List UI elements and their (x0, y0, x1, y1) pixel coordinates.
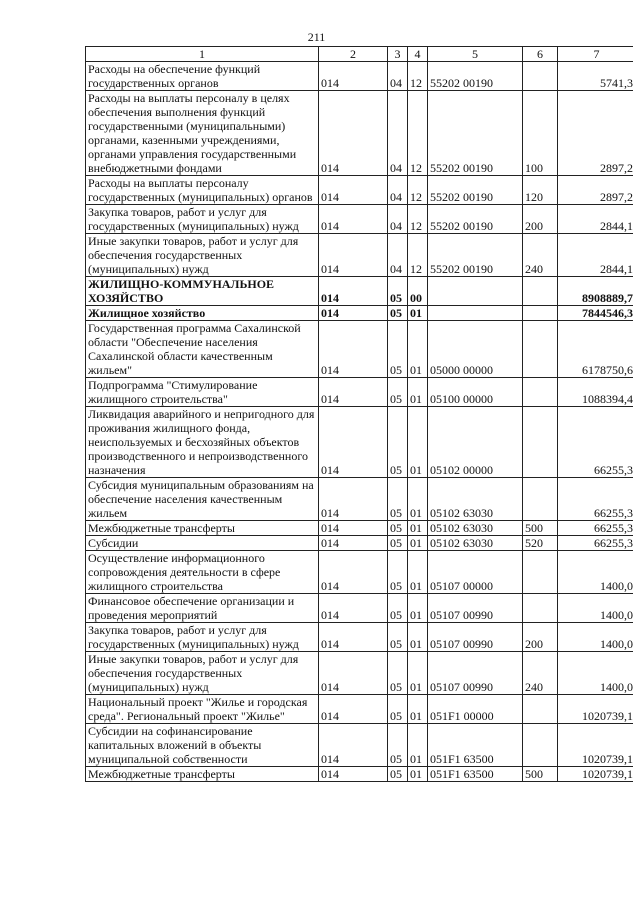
row-name: Субсидии (86, 536, 319, 551)
row-ministry-code: 014 (319, 62, 388, 91)
row-section-code: 05 (388, 306, 408, 321)
row-target-article: 05102 63030 (428, 478, 523, 521)
row-expense-type: 520 (523, 536, 558, 551)
row-subsection-code: 12 (408, 205, 428, 234)
row-amount: 66255,3 (558, 536, 633, 551)
row-expense-type (523, 551, 558, 594)
table-row (86, 652, 633, 695)
table-row (86, 277, 633, 306)
row-name: Иные закупки товаров, работ и услуг для обеспечения государственных (муниципальных) нужд (86, 234, 319, 277)
row-ministry-code: 014 (319, 321, 388, 378)
row-target-article: 05102 63030 (428, 536, 523, 551)
row-section-code: 05 (388, 277, 408, 306)
row-section-code: 05 (388, 321, 408, 378)
row-name: Субсидии на софинансирование капитальных вложений в объекты муниципальной собственности (86, 724, 319, 767)
column-header: 4 (408, 47, 428, 62)
row-name: Расходы на выплаты персоналу в целях обеспечения выполнения функций государственными (муниципальными) органами, казенными учреждениями, органами управления государственными внебюджетными фондами (86, 91, 319, 176)
row-amount: 1400,0 (558, 594, 633, 623)
column-header: 3 (388, 47, 408, 62)
row-name: Ликвидация аварийного и непригодного для проживания жилищного фонда, неиспользуемых и бесхозяйных объектов производственного и непроизводственного назначения (86, 407, 319, 478)
row-subsection-code: 01 (408, 478, 428, 521)
row-target-article: 051F1 00000 (428, 695, 523, 724)
row-expense-type (523, 724, 558, 767)
row-amount: 8908889,7 (558, 277, 633, 306)
row-ministry-code: 014 (319, 478, 388, 521)
row-ministry-code: 014 (319, 407, 388, 478)
row-subsection-code: 01 (408, 652, 428, 695)
table-row (86, 521, 633, 536)
table-row (86, 62, 633, 91)
row-name: Закупка товаров, работ и услуг для государственных (муниципальных) нужд (86, 623, 319, 652)
row-name: Подпрограмма "Стимулирование жилищного строительства" (86, 378, 319, 407)
row-section-code: 05 (388, 594, 408, 623)
row-amount: 66255,3 (558, 521, 633, 536)
row-ministry-code: 014 (319, 205, 388, 234)
table-row (86, 767, 633, 782)
row-section-code: 05 (388, 478, 408, 521)
row-section-code: 04 (388, 205, 408, 234)
column-header: 7 (558, 47, 633, 62)
table-row (86, 695, 633, 724)
column-header: 1 (86, 47, 319, 62)
row-ministry-code: 014 (319, 176, 388, 205)
row-section-code: 04 (388, 234, 408, 277)
row-target-article (428, 306, 523, 321)
row-ministry-code: 014 (319, 551, 388, 594)
row-expense-type: 240 (523, 234, 558, 277)
table-row (86, 234, 633, 277)
row-subsection-code: 01 (408, 767, 428, 782)
row-expense-type: 200 (523, 623, 558, 652)
table-row (86, 91, 633, 176)
table-row (86, 176, 633, 205)
row-ministry-code: 014 (319, 623, 388, 652)
row-expense-type (523, 277, 558, 306)
row-target-article: 051F1 63500 (428, 767, 523, 782)
row-expense-type (523, 478, 558, 521)
row-target-article: 05100 00000 (428, 378, 523, 407)
row-target-article: 05102 63030 (428, 521, 523, 536)
row-ministry-code: 014 (319, 521, 388, 536)
row-section-code: 04 (388, 176, 408, 205)
row-section-code: 05 (388, 407, 408, 478)
row-name: Расходы на выплаты персоналу государственных (муниципальных) органов (86, 176, 319, 205)
row-ministry-code: 014 (319, 234, 388, 277)
row-name: ЖИЛИЩНО-КОММУНАЛЬНОЕ ХОЗЯЙСТВО (86, 277, 319, 306)
row-name: Государственная программа Сахалинской области "Обеспечение населения Сахалинской области качественным жильем" (86, 321, 319, 378)
row-section-code: 05 (388, 521, 408, 536)
row-amount: 66255,3 (558, 478, 633, 521)
row-section-code: 05 (388, 551, 408, 594)
row-subsection-code: 01 (408, 536, 428, 551)
row-target-article: 55202 00190 (428, 205, 523, 234)
row-expense-type (523, 695, 558, 724)
table-row (86, 623, 633, 652)
row-target-article: 55202 00190 (428, 234, 523, 277)
column-header: 5 (428, 47, 523, 62)
row-name: Межбюджетные трансферты (86, 767, 319, 782)
row-amount: 1020739,1 (558, 767, 633, 782)
row-section-code: 04 (388, 91, 408, 176)
row-target-article: 05107 00990 (428, 594, 523, 623)
row-amount: 1400,0 (558, 652, 633, 695)
row-expense-type (523, 62, 558, 91)
table-row (86, 321, 633, 378)
row-name: Национальный проект "Жилье и городская среда". Региональный проект "Жилье" (86, 695, 319, 724)
row-amount: 66255,3 (558, 407, 633, 478)
row-section-code: 04 (388, 62, 408, 91)
row-ministry-code: 014 (319, 652, 388, 695)
table-row (86, 536, 633, 551)
row-name: Межбюджетные трансферты (86, 521, 319, 536)
column-header: 6 (523, 47, 558, 62)
row-subsection-code: 12 (408, 91, 428, 176)
row-section-code: 05 (388, 695, 408, 724)
row-amount: 1088394,4 (558, 378, 633, 407)
row-subsection-code: 00 (408, 277, 428, 306)
table-row (86, 306, 633, 321)
row-subsection-code: 01 (408, 594, 428, 623)
row-expense-type (523, 321, 558, 378)
row-name: Закупка товаров, работ и услуг для государственных (муниципальных) нужд (86, 205, 319, 234)
row-target-article: 55202 00190 (428, 91, 523, 176)
row-section-code: 05 (388, 536, 408, 551)
row-ministry-code: 014 (319, 767, 388, 782)
table-row (86, 478, 633, 521)
row-subsection-code: 12 (408, 176, 428, 205)
row-ministry-code: 014 (319, 277, 388, 306)
row-subsection-code: 01 (408, 623, 428, 652)
row-subsection-code: 01 (408, 521, 428, 536)
row-amount: 5741,3 (558, 62, 633, 91)
row-amount: 2897,2 (558, 176, 633, 205)
row-name: Жилищное хозяйство (86, 306, 319, 321)
row-expense-type: 120 (523, 176, 558, 205)
row-expense-type: 100 (523, 91, 558, 176)
row-expense-type: 200 (523, 205, 558, 234)
table-row (86, 407, 633, 478)
budget-table (85, 46, 633, 782)
row-section-code: 05 (388, 652, 408, 695)
row-expense-type: 500 (523, 767, 558, 782)
column-header: 2 (319, 47, 388, 62)
row-ministry-code: 014 (319, 724, 388, 767)
row-subsection-code: 01 (408, 407, 428, 478)
table-header-row (86, 47, 633, 62)
row-expense-type: 500 (523, 521, 558, 536)
row-target-article: 05107 00000 (428, 551, 523, 594)
row-target-article: 051F1 63500 (428, 724, 523, 767)
row-target-article: 05102 00000 (428, 407, 523, 478)
row-section-code: 05 (388, 724, 408, 767)
row-subsection-code: 01 (408, 321, 428, 378)
row-expense-type: 240 (523, 652, 558, 695)
row-amount: 1020739,1 (558, 724, 633, 767)
row-target-article: 55202 00190 (428, 176, 523, 205)
row-subsection-code: 01 (408, 695, 428, 724)
row-target-article: 05000 00000 (428, 321, 523, 378)
row-name: Финансовое обеспечение организации и проведения мероприятий (86, 594, 319, 623)
row-target-article: 55202 00190 (428, 62, 523, 91)
row-name: Иные закупки товаров, работ и услуг для обеспечения государственных (муниципальных) нужд (86, 652, 319, 695)
page-number: 211 (307, 30, 326, 44)
row-subsection-code: 01 (408, 551, 428, 594)
row-amount: 1400,0 (558, 623, 633, 652)
table-row (86, 551, 633, 594)
row-target-article: 05107 00990 (428, 652, 523, 695)
row-target-article (428, 277, 523, 306)
row-ministry-code: 014 (319, 594, 388, 623)
row-amount: 6178750,6 (558, 321, 633, 378)
row-expense-type (523, 306, 558, 321)
row-ministry-code: 014 (319, 695, 388, 724)
table-row (86, 378, 633, 407)
row-expense-type (523, 407, 558, 478)
row-subsection-code: 12 (408, 234, 428, 277)
row-amount: 2897,2 (558, 91, 633, 176)
row-amount: 7844546,3 (558, 306, 633, 321)
row-name: Расходы на обеспечение функций государственных органов (86, 62, 319, 91)
row-section-code: 05 (388, 378, 408, 407)
row-ministry-code: 014 (319, 378, 388, 407)
row-amount: 2844,1 (558, 205, 633, 234)
row-amount: 2844,1 (558, 234, 633, 277)
row-amount: 1020739,1 (558, 695, 633, 724)
table-row (86, 594, 633, 623)
row-subsection-code: 12 (408, 62, 428, 91)
row-section-code: 05 (388, 623, 408, 652)
row-expense-type (523, 594, 558, 623)
row-expense-type (523, 378, 558, 407)
row-subsection-code: 01 (408, 378, 428, 407)
row-ministry-code: 014 (319, 91, 388, 176)
table-row (86, 205, 633, 234)
row-ministry-code: 014 (319, 306, 388, 321)
table-row (86, 724, 633, 767)
row-ministry-code: 014 (319, 536, 388, 551)
row-section-code: 05 (388, 767, 408, 782)
row-name: Осуществление информационного сопровождения деятельности в сфере жилищного строительства (86, 551, 319, 594)
row-name: Субсидия муниципальным образованиям на обеспечение населения качественным жильем (86, 478, 319, 521)
row-subsection-code: 01 (408, 306, 428, 321)
row-target-article: 05107 00990 (428, 623, 523, 652)
row-amount: 1400,0 (558, 551, 633, 594)
row-subsection-code: 01 (408, 724, 428, 767)
